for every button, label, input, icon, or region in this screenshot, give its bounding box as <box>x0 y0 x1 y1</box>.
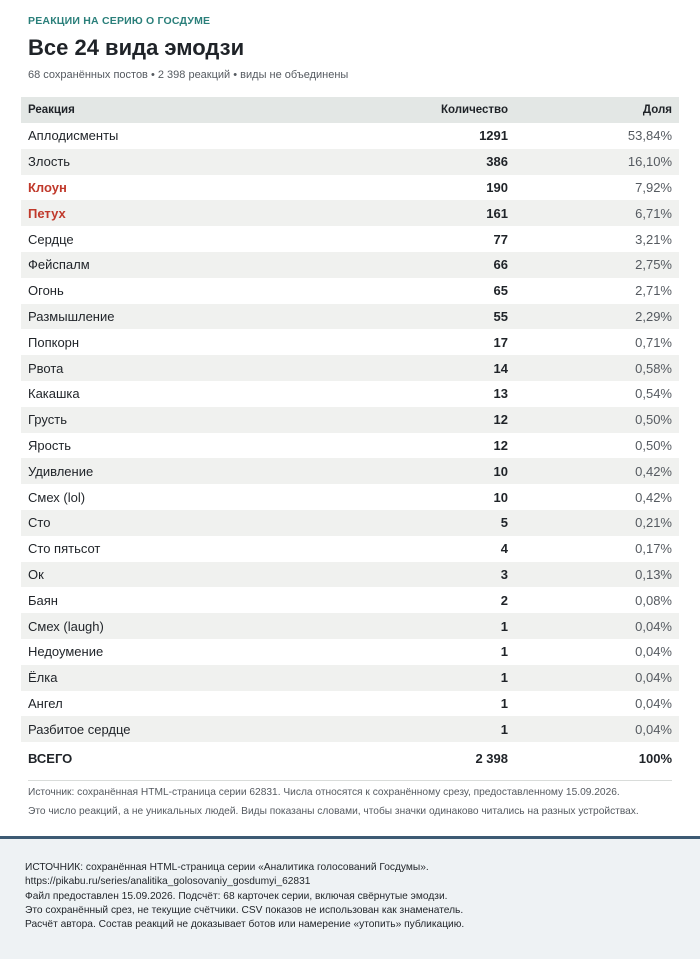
footer-text <box>25 861 464 932</box>
total-label: ВСЕГО <box>28 751 73 767</box>
table-row <box>21 278 679 304</box>
table-row <box>21 407 679 433</box>
reaction-share: 0,04% <box>635 721 672 737</box>
footer-line: Файл предоставлен 15.09.2026. Подсчёт: 68 карточек серии, включая свёрнутые эмодзи. <box>25 890 448 902</box>
reaction-name: Огонь <box>28 283 64 299</box>
footer-line: Расчёт автора. Состав реакций не доказывает ботов или намерение «утопить» публикацию. <box>25 919 465 931</box>
reaction-name: Смех (laugh) <box>28 618 104 634</box>
source-note: Источник: сохранённая HTML-страница серии 62831. Числа относятся к сохранённому срезу, предоставленному 15.09.2026. <box>28 787 620 798</box>
reaction-name: Какашка <box>28 386 80 402</box>
reaction-name: Попкорн <box>28 334 80 350</box>
reaction-count: 10 <box>493 489 508 505</box>
reaction-name: Размышление <box>28 308 115 324</box>
reaction-count: 10 <box>493 463 508 479</box>
total-share: 100% <box>638 751 672 767</box>
reaction-share: 0,17% <box>635 541 672 557</box>
table-row <box>21 639 679 665</box>
reaction-count: 12 <box>493 412 508 428</box>
reaction-name: Недоумение <box>28 644 104 660</box>
reaction-count: 66 <box>493 257 508 273</box>
table-row <box>21 665 679 691</box>
reaction-count: 1 <box>500 721 508 737</box>
reaction-share: 2,71% <box>635 283 672 299</box>
reaction-share: 0,04% <box>635 695 672 711</box>
reaction-count: 4 <box>500 541 508 557</box>
table-row <box>21 536 679 562</box>
reaction-share: 0,04% <box>635 670 672 686</box>
reaction-count: 1 <box>500 618 508 634</box>
reaction-share: 16,10% <box>627 154 672 170</box>
reaction-count: 1 <box>500 670 508 686</box>
reaction-count: 2 <box>500 592 508 608</box>
reaction-count: 65 <box>493 283 508 299</box>
reaction-name: Ангел <box>28 695 63 711</box>
reaction-name: Ок <box>28 566 44 582</box>
reaction-name: Злость <box>28 154 71 170</box>
reaction-name: Грусть <box>28 412 67 428</box>
reaction-count: 13 <box>493 386 508 402</box>
section-eyebrow: РЕАКЦИИ НА СЕРИЮ О ГОСДУМЕ <box>28 15 211 27</box>
reaction-name: Ёлка <box>28 670 58 686</box>
reaction-count: 77 <box>493 231 508 247</box>
reaction-count: 12 <box>493 437 508 453</box>
source-footer <box>0 836 700 959</box>
table-row <box>21 252 679 278</box>
footer-line: Это сохранённый срез, не текущие счётчики. CSV показов не использован как знаменатель. <box>25 904 464 916</box>
reaction-share: 7,92% <box>635 179 672 195</box>
column-header-count: Количество <box>440 104 508 116</box>
table-row <box>21 613 679 639</box>
total-count: 2 398 <box>475 751 508 767</box>
reaction-name: Смех (lol) <box>28 489 86 505</box>
table-row <box>21 329 679 355</box>
reaction-share: 2,75% <box>635 257 672 273</box>
reaction-name: Удивление <box>28 463 94 479</box>
reaction-share: 0,42% <box>635 489 672 505</box>
reaction-share: 6,71% <box>635 205 672 221</box>
footer-line: https://pikabu.ru/series/analitika_golosovaniy_gosdumyi_62831 <box>25 876 311 888</box>
reaction-share: 0,50% <box>635 437 672 453</box>
reaction-name: Сердце <box>28 231 74 247</box>
reaction-count: 190 <box>486 179 508 195</box>
table-row <box>21 562 679 588</box>
table-row <box>21 691 679 717</box>
table-row <box>21 304 679 330</box>
reaction-name: Клоун <box>28 179 67 195</box>
reaction-share: 0,54% <box>635 386 672 402</box>
reaction-share: 0,58% <box>635 360 672 376</box>
reaction-count: 5 <box>500 515 508 531</box>
reaction-name: Сто пятьсот <box>28 541 101 557</box>
reaction-count: 386 <box>486 154 508 170</box>
reaction-name: Ярость <box>28 437 72 453</box>
reaction-share: 0,04% <box>635 618 672 634</box>
table-row <box>21 433 679 459</box>
reaction-share: 0,21% <box>635 515 672 531</box>
reaction-name: Петух <box>28 205 66 221</box>
table-row <box>21 587 679 613</box>
page-subtitle: 68 сохранённых постов • 2 398 реакций • виды не объединены <box>28 69 349 81</box>
reaction-name: Фейспалм <box>28 257 90 273</box>
reaction-count: 161 <box>486 205 508 221</box>
table-row <box>21 175 679 201</box>
reaction-share: 0,13% <box>635 566 672 582</box>
reaction-name: Аплодисменты <box>28 128 119 144</box>
reaction-count: 1 <box>500 644 508 660</box>
table-row <box>21 226 679 252</box>
reaction-count: 3 <box>500 566 508 582</box>
table-row <box>21 149 679 175</box>
table-row <box>21 200 679 226</box>
reaction-count: 1291 <box>479 128 508 144</box>
reaction-share: 2,29% <box>635 308 672 324</box>
reaction-name: Рвота <box>28 360 64 376</box>
column-header-reaction: Реакция <box>28 104 75 116</box>
reaction-share: 3,21% <box>635 231 672 247</box>
footer-line: ИСТОЧНИК: сохранённая HTML-страница серии «Аналитика голосований Госдумы». <box>25 862 429 873</box>
reaction-name: Баян <box>28 592 58 608</box>
page-title: Все 24 вида эмодзи <box>28 35 245 60</box>
reaction-share: 0,50% <box>635 412 672 428</box>
reaction-share: 0,42% <box>635 463 672 479</box>
reaction-share: 0,04% <box>635 644 672 660</box>
reaction-share: 0,71% <box>635 334 672 350</box>
reaction-name: Разбитое сердце <box>28 721 131 737</box>
reaction-count: 14 <box>493 360 508 376</box>
table-row <box>21 716 679 742</box>
reaction-name: Сто <box>28 515 51 531</box>
reaction-count: 55 <box>493 308 508 324</box>
table-header-row <box>21 97 679 123</box>
table-row <box>21 355 679 381</box>
table-body <box>21 123 679 742</box>
reactions-table <box>21 97 679 771</box>
table-row <box>21 484 679 510</box>
reaction-count: 1 <box>500 695 508 711</box>
column-header-share: Доля <box>642 104 672 116</box>
table-row <box>21 381 679 407</box>
table-row <box>21 458 679 484</box>
caveat-note: Это число реакций, а не уникальных людей. Виды показаны словами, чтобы значки одинаково читались на разных устройствах. <box>28 806 639 817</box>
notes-divider <box>28 780 672 781</box>
reaction-count: 17 <box>493 334 508 350</box>
reaction-share: 53,84% <box>627 128 672 144</box>
table-row <box>21 123 679 149</box>
total-row <box>21 746 679 771</box>
reaction-share: 0,08% <box>635 592 672 608</box>
table-row <box>21 510 679 536</box>
